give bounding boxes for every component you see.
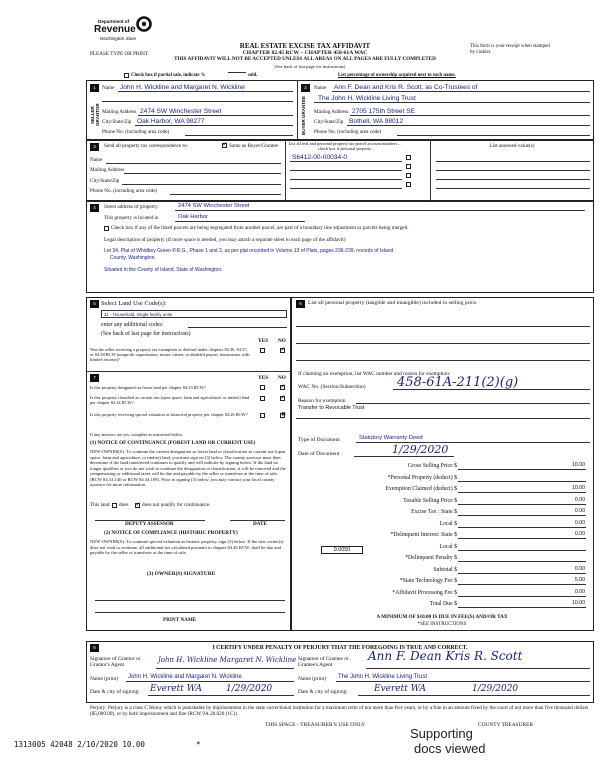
- additional-codes-field[interactable]: [188, 327, 287, 328]
- doc-type-label: Type of Document: [298, 437, 340, 443]
- deputy-label: DEPUTY ASSESSOR: [125, 521, 174, 527]
- form-chapter: CHAPTER 82.45 RCW – CHAPTER 458-61A WAC: [242, 50, 368, 56]
- owner-print-line[interactable]: [95, 612, 285, 613]
- fee-label: Taxable Selling Price $: [403, 497, 457, 504]
- fee-label: Exemption Claimed (deduct) $: [385, 486, 457, 492]
- section7-number: 7: [90, 374, 99, 382]
- wac-value[interactable]: 458-61A-211(2)(g): [397, 375, 519, 390]
- buyer-phone-label: Phone No. (including area code): [314, 129, 382, 135]
- sig-grantee-label: Signature of Grantee or Grantee's Agent: [298, 656, 349, 669]
- exemption-question: Was the seller receiving a property tax exemption or deferral under chapters 84.36, 84.37, or 84.38 RCW (nonprofit organization, senior citizen, or disabled person, homeowner with limited income)?: [90, 347, 250, 363]
- notice1-body: NEW OWNER(S): To continue the current designation as forest land or classification as current use (open space, farm and agriculture, or timber) land, you must sign on (3) below. The county assessor must then determine if the land transferred continues to qualify and will indicate by signing below. If the land no longer qualifies or you do not wish to continue the designation or classification, it will be removed and the compensating or additional taxes will be due and payable by the seller or transferor at the time of sale. (RCW 84.33.140 or RCW 84.34.108). Prior to signing (3) below, you may contact your local county assessor for more information.: [90, 449, 286, 487]
- legal-label: Legal description of property (if more space is needed, you may attach a separate sheet to each page of the affidavit): [104, 237, 346, 243]
- exemption-reason[interactable]: Transfer to Revocable Trust: [298, 405, 365, 411]
- buyer-name-line: [332, 91, 590, 92]
- same-as-buyer-checkbox[interactable]: [222, 143, 227, 148]
- parcel-line-4: [290, 188, 402, 189]
- grantee-print-line: [336, 681, 590, 682]
- notice2-body: NEW OWNER(S): To continue special valuation as historic property, sign (3) below. If the new owner(s) does not wish to continue, all additional tax calculated pursuant to chapter 84.26 RCW, shall be due and payable by the seller or transferor at the time of sale.: [90, 539, 284, 555]
- reason-line-2: [296, 418, 590, 419]
- receipt-note: This form is your receipt when stamped by cashier.: [470, 44, 550, 55]
- assessed-line-1: [436, 161, 590, 162]
- assessed-line-3: [436, 179, 590, 180]
- fee-value-line: [458, 561, 586, 562]
- please-type: PLEASE TYPE OR PRINT: [90, 51, 148, 57]
- s5-divider: [86, 371, 291, 372]
- segregated-checkbox[interactable]: [104, 226, 109, 231]
- land-does-label: does: [119, 502, 129, 508]
- buyer-name-line2[interactable]: The John H. Wickline Living Trust: [318, 95, 416, 102]
- section3-number: 3: [90, 143, 99, 151]
- grantor-sig-line: [156, 668, 294, 669]
- seller-phone-line: [185, 135, 293, 136]
- wac-line: [393, 389, 590, 390]
- see-instructions: *SEE INSTRUCTIONS: [417, 622, 467, 627]
- buyer-city-line: [347, 125, 590, 126]
- open-space-question: Is this property classified as current use (open space, farm and agricultural, or timber) land per chapter 84.34 RCW?: [90, 395, 250, 406]
- fee-value-line: [458, 538, 586, 539]
- doc-date-label: Date of Document: [298, 451, 340, 457]
- fee-label: Local $: [439, 543, 457, 550]
- legal-line2[interactable]: County, Washington.: [110, 255, 156, 261]
- logo-swirl-icon: [136, 15, 152, 33]
- grantor-date[interactable]: 1/29/2020: [226, 684, 273, 694]
- owner-sig-line[interactable]: [95, 600, 285, 601]
- wac-label: WAC No. (Section/Subsection): [298, 384, 366, 390]
- s3-phone-label: Phone No. (including area code): [90, 188, 158, 194]
- form-warning: THIS AFFIDAVIT WILL NOT BE ACCEPTED UNLESS ALL AREAS ON ALL PAGES ARE FULLY COMPLETED: [174, 56, 436, 62]
- seller-mailing[interactable]: 2474 SW Winchester Street: [140, 108, 222, 115]
- exemption-yes-checkbox[interactable]: [260, 348, 265, 353]
- section8-number: 8: [90, 644, 99, 652]
- fee-label: *Personal Property (deduct) $: [387, 474, 457, 481]
- perjury-statement: Perjury: Perjury is a class C felony which is punishable by imprisonment in the state correctional institution for a maximum term of not more than five years, or by a fine in an amount fixed by the court of not more than five thousand dollars ($5,000.00), or by both imprisonment and fine (RCW 9A.20.020 (1C)).: [90, 705, 589, 717]
- certify-statement: I CERTIFY UNDER PENALTY OF PERJURY THAT THE FOREGOING IS TRUE AND CORRECT.: [212, 645, 468, 651]
- exemption-claim-label: If claiming an exemption, list WAC number and reason for exemption:: [298, 371, 451, 377]
- this-land-label: This land: [90, 502, 110, 508]
- fee-value[interactable]: 0.00: [574, 565, 585, 572]
- buyer-mailing-label: Mailing Address: [314, 109, 349, 115]
- grantee-print-name[interactable]: The John H. Wickline Living Trust: [338, 674, 428, 680]
- reason-line: [356, 403, 590, 404]
- fee-value-line: [458, 504, 586, 505]
- grantee-date[interactable]: 1/29/2020: [472, 684, 519, 694]
- buyer-name-label: Name: [314, 85, 327, 91]
- historic-yes-checkbox[interactable]: [260, 413, 265, 418]
- fee-value-line: [458, 492, 586, 493]
- buyer-name-line2-rule: [314, 102, 590, 103]
- s3-city-label: City/State/Zip: [90, 178, 120, 184]
- s3-city-line: [122, 184, 281, 185]
- doc-date-line: [354, 456, 454, 457]
- same-as-buyer-label: Same as Buyer/Grantee: [229, 143, 278, 149]
- doc-date[interactable]: 1/29/2020: [392, 443, 449, 456]
- parcel-header: List all real and personal property tax parcel account numbers – check box if personal property: [288, 141, 401, 152]
- sold-label: sold.: [248, 73, 258, 78]
- grantee-sig-line: [366, 668, 590, 669]
- fee-label: Local $: [439, 520, 457, 527]
- s3-mailing-line: [124, 173, 281, 174]
- reason-label: Reason for exemption: [298, 398, 346, 404]
- fee-label: *Affidavit Processing Fee $: [392, 589, 457, 596]
- any-yes-note: If any answers are yes, complete as instructed below.: [90, 432, 184, 437]
- grantor-date-line: [148, 695, 294, 696]
- supporting-docs-line1: Supporting: [410, 726, 473, 741]
- parties-divider: [297, 80, 298, 140]
- partial-sale-checkbox[interactable]: [124, 73, 129, 78]
- yes-header-2: YES: [258, 375, 269, 381]
- personal-property-line-2: [296, 343, 590, 344]
- segregated-label: Check box if any of the listed parcels are being segregated from another parcel, are part of a boundary line adjustment or parcels being merged.: [111, 225, 409, 231]
- section6-number: 6: [296, 300, 305, 308]
- fee-label: Excise Tax : State $: [411, 509, 457, 515]
- parcel-line-3: [290, 179, 402, 180]
- grantee-city[interactable]: Everett WA: [374, 684, 427, 694]
- seller-city[interactable]: Oak Harbor, WA 98277: [137, 118, 205, 125]
- land-use-label: Select Land Use Code(s):: [101, 300, 167, 307]
- personal-property-checkbox-2[interactable]: [406, 164, 411, 169]
- exemption-no-checkbox[interactable]: [280, 348, 285, 353]
- buyer-name-line1[interactable]: Ann F. Dean and Kris R. Scott, as Co-Trustees of: [334, 84, 478, 91]
- fee-value-line: [458, 527, 586, 528]
- property-street[interactable]: 2474 SW Winchester Street: [178, 203, 250, 209]
- seller-name-line: [118, 91, 293, 92]
- fee-label: Subtotal $: [433, 566, 457, 573]
- logo-line1: Department of: [98, 19, 130, 24]
- seller-mailing-label: Mailing Address: [102, 109, 137, 115]
- yes-header: YES: [258, 338, 269, 344]
- forest-no-checkbox[interactable]: [280, 385, 285, 390]
- seller-city-line: [135, 125, 293, 126]
- personal-property-line-3: [296, 360, 590, 361]
- notice2-title: (2) NOTICE OF COMPLIANCE (HISTORIC PROPERTY): [104, 530, 238, 536]
- personal-property-line-1: [296, 326, 590, 327]
- s3-name-line: [106, 163, 281, 164]
- fee-label: *Delinquent Penalty $: [405, 555, 457, 561]
- parcel-assessed-divider: [430, 140, 431, 201]
- fee-value[interactable]: 10.00: [572, 462, 585, 468]
- seller-city-label: City/State/Zip: [102, 119, 132, 125]
- minimum-due: A MINIMUM OF $10.00 IS DUE IN FEE(S) AND/OR TAX: [376, 614, 508, 620]
- fee-label: *State Technology Fee $: [399, 578, 457, 584]
- grantor-print-label: Name (print): [90, 676, 118, 682]
- buyer-phone-line: [397, 135, 590, 136]
- legal-line1[interactable]: Lot 34, Plat of Whidbey Green P.R.G., Phase 1 and 2, as per plat recorded in Volume 13 of Plats, pages 236-239, records of Island: [104, 248, 394, 254]
- land-does-not-checkbox[interactable]: [135, 503, 140, 508]
- seller-phone-label: Phone No. (including area code): [102, 129, 170, 135]
- grantee-print-label: Name (print): [298, 676, 326, 682]
- buyer-city[interactable]: Bothell, WA 98012: [349, 118, 404, 125]
- street-label: Street address of property:: [104, 204, 159, 210]
- land-does-checkbox[interactable]: [112, 503, 117, 508]
- section1-number: 1: [90, 84, 99, 92]
- historic-no-checkbox[interactable]: [280, 413, 285, 418]
- section5-number: 5: [90, 300, 99, 308]
- sig-grantor-label: Signature of Grantor or Grantor's Agent: [90, 656, 141, 669]
- owner-sig-label: (3) OWNER(S) SIGNATURE: [147, 571, 216, 577]
- no-header-2: NO: [278, 375, 286, 381]
- grantor-print-name[interactable]: John H. Wickline and Margaret N. Wickline: [128, 674, 242, 680]
- treasurer-space-label: THIS SPACE - TREASURER'S USE ONLY: [264, 722, 366, 728]
- forest-yes-checkbox[interactable]: [260, 385, 265, 390]
- fee-value-line: [458, 515, 586, 516]
- county-treasurer-label: COUNTY TREASURER: [478, 722, 533, 728]
- property-located[interactable]: Oak Harbor: [178, 214, 208, 220]
- local-rate-box[interactable]: 0.0050: [321, 546, 363, 554]
- notice1-title: (1) NOTICE OF CONTINUANCE (FOREST LAND OR CURRENT USE): [90, 440, 256, 446]
- fee-value[interactable]: 10.00: [572, 600, 585, 606]
- fee-value[interactable]: 0.00: [574, 588, 585, 595]
- grantee-date-line: [358, 695, 590, 696]
- partial-sale-label: Check box if partial sale, indicate %: [131, 73, 206, 78]
- legal-line3[interactable]: Situated in the County of Island, State of Washington.: [104, 267, 223, 273]
- fee-value[interactable]: 0.00: [574, 531, 585, 537]
- grantor-signature[interactable]: John H. Wickline Margaret N. Wickline: [158, 656, 297, 664]
- assessed-header: List assessed value(s): [489, 143, 535, 149]
- fee-value-line: [458, 607, 586, 608]
- section3-divider: [285, 140, 286, 201]
- send-correspondence-label: Send all property tax correspondence to:: [104, 143, 188, 149]
- fee-value-line: [458, 573, 586, 574]
- doc-type[interactable]: Statutory Warranty Deed: [359, 435, 423, 441]
- grantee-date-label: Date & city of signing:: [298, 689, 348, 695]
- fee-label: Total Due $: [429, 601, 457, 607]
- grantor-city[interactable]: Everett WA: [150, 684, 203, 694]
- located-line: [175, 221, 305, 222]
- fee-label: Gross Selling Price $: [407, 463, 457, 469]
- fee-value[interactable]: 10.00: [572, 485, 585, 491]
- forest-question: Is this property designated as forest land per chapter 84.33 RCW?: [90, 385, 206, 390]
- personal-property-label: List all personal property (tangible and intangible) included in selling price.: [308, 300, 478, 306]
- fee-value-line: [458, 584, 586, 585]
- fee-value[interactable]: 0.00: [574, 508, 585, 514]
- assessed-line-2: [436, 170, 590, 171]
- buyer-mailing[interactable]: 2705 175th Street SE: [352, 108, 416, 115]
- personal-property-checkbox-4[interactable]: [406, 182, 411, 187]
- land-does-not-label: does not qualify for continuance.: [142, 502, 211, 508]
- fee-value[interactable]: 0.00: [574, 496, 585, 503]
- personal-property-checkbox-3[interactable]: [406, 173, 411, 178]
- form-title: REAL ESTATE EXCISE TAX AFFIDAVIT: [239, 42, 371, 50]
- grantee-signature[interactable]: Ann F. Dean Kris R. Scott: [368, 649, 523, 663]
- historic-question: Is this property receiving special valuation as historical property per chapter 84.26 RCW?: [90, 412, 248, 417]
- grantor-date-label: Date & city of signing:: [90, 689, 140, 695]
- open-space-no-checkbox[interactable]: [280, 396, 285, 401]
- partial-sale-pct[interactable]: [228, 72, 246, 73]
- street-line: [175, 210, 585, 211]
- assessed-line-4: [436, 188, 590, 189]
- fee-value-line: [458, 469, 586, 470]
- no-header: NO: [278, 338, 286, 344]
- personal-property-checkbox-1[interactable]: [406, 155, 411, 160]
- s5-see-back: (See back of last page for instructions): [101, 331, 191, 337]
- open-space-yes-checkbox[interactable]: [260, 396, 265, 401]
- form-see-back: (See back of last page for instructions): [274, 64, 346, 69]
- deputy-date-label: DATE: [253, 521, 268, 527]
- located-label: This property is located in: [104, 215, 159, 221]
- parcel-number[interactable]: S6412-00-00034-0: [292, 154, 347, 161]
- seller-name-label: Name: [102, 85, 115, 91]
- ownership-pct-label: List percentage of ownership acquired next to each name.: [338, 73, 456, 78]
- print-name-label: PRINT NAME: [163, 617, 197, 623]
- parcel-line-1: [290, 161, 402, 162]
- parcel-line-2: [290, 170, 402, 171]
- stamp-star: *: [196, 740, 201, 749]
- buyer-mailing-line: [350, 115, 590, 116]
- seller-mailing-line: [138, 115, 293, 116]
- grantor-print-line: [126, 681, 294, 682]
- dor-logo: [94, 15, 164, 47]
- recording-stamp: 1313005 42048 2/10/2020 10.00: [14, 740, 145, 749]
- fee-value[interactable]: 0.00: [574, 519, 585, 526]
- fee-value[interactable]: 5.00: [574, 577, 585, 583]
- buyer-side-label: BUYER GRANTEE: [301, 95, 306, 135]
- seller-name[interactable]: John H. Wickline and Margaret N. Wickline: [120, 84, 245, 91]
- supporting-docs-line2: docs viewed: [414, 741, 486, 756]
- section4-number: 4: [90, 204, 99, 212]
- section2-number: 2: [301, 84, 310, 92]
- s3-phone-line: [170, 194, 281, 195]
- section4: [86, 201, 594, 293]
- logo-line3: Washington State: [100, 36, 137, 41]
- logo-line2: Revenue: [94, 24, 136, 35]
- fee-value-line: [458, 481, 586, 482]
- s3-mailing-label: Mailing Address: [90, 167, 125, 173]
- land-use-code[interactable]: 11 - Household, single family units: [101, 310, 287, 318]
- s3-name-label: Name: [90, 157, 103, 163]
- seller-side-label: SELLER GRANTOR: [90, 103, 101, 127]
- fee-value-line: [458, 596, 586, 597]
- fee-value-line: [458, 550, 586, 551]
- buyer-city-label: City/State/Zip: [314, 119, 344, 125]
- seller-name-line2: [102, 101, 293, 102]
- additional-codes-label: enter any additional codes:: [101, 322, 164, 328]
- fee-label: *Delinquent Interest: State $: [390, 532, 457, 538]
